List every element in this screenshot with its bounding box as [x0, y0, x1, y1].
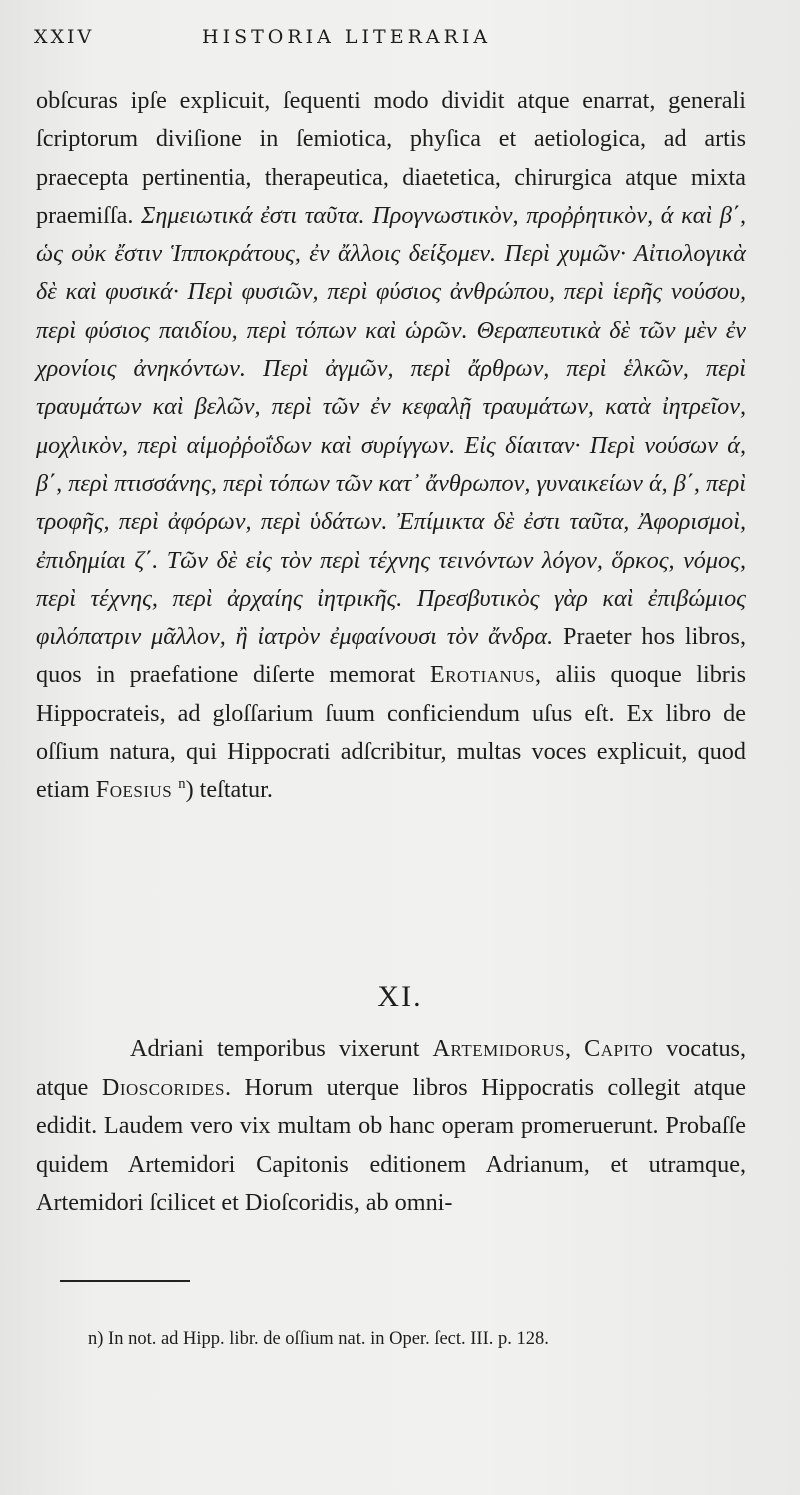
main-text-block: [36, 82, 746, 810]
running-title: HISTORIA LITERARIA: [202, 26, 492, 48]
section-text-block: [36, 1030, 746, 1223]
author-name: Dioscorides: [101, 1073, 225, 1101]
latin-text: obſcuras ipſe explicuit, ſequenti modo dividit atque enarrat, generali ſcriptorum diviſione in ſemiotica, phyſica et aetiologica, ad artis praecepta pertinentia, therapeutica, diaetetica, chirurgica atque mixta praemiſſa.: [36, 87, 746, 229]
footnote-rule: [60, 1280, 190, 1282]
author-name: Artemidorus: [432, 1035, 565, 1062]
latin-text: Praeter hos libros, quos in praefatione diſerte memorat: [36, 623, 746, 689]
footnote-text: n) In not. ad Hipp. libr. de oſſium nat. in Oper. ſect. III. p. 128.: [88, 1329, 549, 1349]
greek-quotation: Σημειωτικά ἐστι ταῦτα. Προγνωστικὸν, προῤῥητικὸν, ά καὶ β΄, ὡς οὐκ ἔστιν Ἱπποκράτους, ἐν ἄλλοις δείξομεν. Περὶ χυμῶν· Αἰτιολογικὰ δὲ καὶ φυσικά· Περὶ φυσιῶν, περὶ φύσιος ἀνθρώπου, περὶ ἱερῆς νούσου, περὶ φύσιος παιδίου, περὶ τόπων καὶ ὡρῶν. Θεραπευτικὰ δὲ τῶν μὲν ἐν χρονίοις ἀνηκόντων. Περὶ ἀγμῶν, περὶ ἄρθρων, περὶ ἑλκῶν, περὶ τραυμάτων καὶ βελῶν, περὶ τῶν ἐν κεφαλῇ τραυμάτων, κατὰ ἰητρεῖον, μοχλικὸν, περὶ αἱμοῤῥοΐδων καὶ συρίγγων. Εἰς δίαιταν· Περὶ νούσων ά, β΄, περὶ πτισσάνης, περὶ τόπων τῶν κατ᾽ ἄνθρωπον, γυναικείων ά, β΄, περὶ τροφῆς, περὶ ἀφόρων, περὶ ὑδάτων. Ἐπίμικτα δὲ ἐστι ταῦτα, Ἀφορισμοὶ, ἐπιδημίαι ζ΄. Τῶν δὲ εἰς τὸν περὶ τέχνης τεινόντων λόγον, ὅρκος, νόμος, περὶ τέχνης, περὶ ἀρχαίης ἰητρικῆς. Πρεσβυτικὸς γὰρ καὶ ἐπιβώμιος φιλόπατριν μᾶλλον, ἢ ἰατρὸν ἐμφαίνουσι τὸν ἄνδρα.: [36, 201, 746, 651]
footnote: [58, 1326, 758, 1353]
latin-text: Adriani temporibus vixerunt: [130, 1035, 433, 1062]
paragraph-continued: [36, 82, 746, 810]
footnote-marker: n: [178, 776, 186, 793]
author-name: Capito: [584, 1035, 654, 1062]
running-header: [34, 26, 764, 56]
page-number: XXIV: [34, 26, 95, 48]
latin-text: ,: [565, 1035, 585, 1062]
section-heading: XI.: [377, 980, 423, 1013]
latin-text: ) teſtatur.: [185, 776, 273, 804]
latin-text: . Horum uterque libros Hippocratis collegit atque edidit. Laudem vero vix multam ob hanc operam promeruerunt. Probaſſe quidem Artemidori Capitonis editionem Adrianum, et utramque, Artemidori ſcilicet et Dioſcoridis, ab omni-: [36, 1073, 746, 1217]
author-name: Foesius: [95, 776, 173, 804]
author-name: Erotianus: [429, 661, 536, 689]
latin-text: vocatus, atque: [36, 1035, 747, 1101]
latin-text: , aliis quoque libris Hippocrateis, ad gloſſarium ſuum conficiendum uſus eſt. Ex libro de oſſium natura, qui Hippocrati adſcribitur, multas voces explicuit, quod etiam: [36, 661, 746, 804]
paragraph: [36, 1030, 746, 1223]
